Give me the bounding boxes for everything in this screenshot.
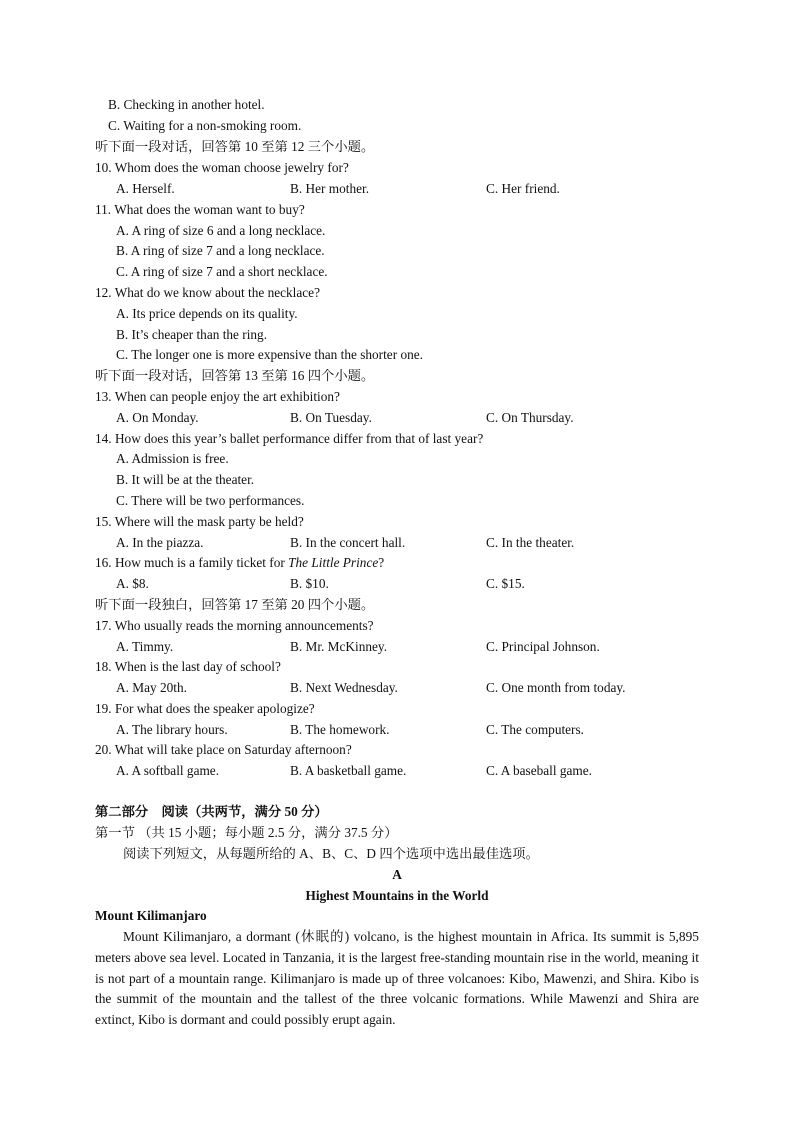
option-a: A. Admission is free. xyxy=(116,451,229,466)
question-stem: 12. What do we know about the necklace? xyxy=(95,285,320,300)
option-b: B. Her mother. xyxy=(290,181,370,196)
question-stem: 20. What will take place on Saturday afternoon? xyxy=(95,742,352,757)
option-b: B. It’s cheaper than the ring. xyxy=(116,327,268,342)
option-b: B. Next Wednesday. xyxy=(290,680,398,695)
option-c: C. Her friend. xyxy=(486,181,560,196)
option-b: B. Mr. McKinney. xyxy=(290,639,388,654)
option-c: C. In the theater. xyxy=(486,535,575,550)
section-instruction: 听下面一段对话，回答第 10 至第 12 三个小题。 xyxy=(95,139,375,154)
question-stem: 19. For what does the speaker apologize? xyxy=(95,701,315,716)
option-c: C. The computers. xyxy=(486,722,584,737)
question-stem: 10. Whom does the woman choose jewelry for? xyxy=(95,160,349,175)
option-b: B. In the concert hall. xyxy=(290,535,406,550)
option-b: B. A basketball game. xyxy=(290,763,407,778)
option-b: B. It will be at the theater. xyxy=(116,472,255,487)
option-a: A. Timmy. xyxy=(116,639,174,654)
option-c: C. The longer one is more expensive than the shorter one. xyxy=(116,347,423,362)
option-a: A. A ring of size 6 and a long necklace. xyxy=(116,223,326,238)
option-c: C. A ring of size 7 and a short necklace. xyxy=(116,264,328,279)
option-b: B. $10. xyxy=(290,576,329,591)
passage-paragraph: Mount Kilimanjaro, a dormant (休眠的) volcano, is the highest mountain in Africa. Its summit is 5,895 meters above sea level. Located in Tanzania, it is the largest free-standing mountain rise in the world, meaning it is not part of a mountain range. Kilimanjaro is made up of three volcanoes: Kibo, Mawenzi, and Shira. Kibo is the summit of the mountain and the tallest of the three volcanic formations. While Mawenzi and Shira are extinct, Kibo is dormant and could possibly erupt again. xyxy=(95,929,699,1028)
option-a: A. The library hours. xyxy=(116,722,228,737)
option-b: B. On Tuesday. xyxy=(290,410,372,425)
option-c: C. A baseball game. xyxy=(486,763,592,778)
option-a: A. May 20th. xyxy=(116,680,187,695)
section-title: 第一节 （共 15 小题；每小题 2.5 分，满分 37.5 分） xyxy=(95,825,398,840)
question-stem xyxy=(95,555,384,571)
option-a: A. Its price depends on its quality. xyxy=(116,306,298,321)
option-c: C. $15. xyxy=(486,576,525,591)
option-text: B. Checking in another hotel. xyxy=(108,97,265,112)
option-b: B. A ring of size 7 and a long necklace. xyxy=(116,243,325,258)
option-a: A. In the piazza. xyxy=(116,535,204,550)
option-c: C. There will be two performances. xyxy=(116,493,305,508)
option-c: C. Principal Johnson. xyxy=(486,639,600,654)
option-a: A. Herself. xyxy=(116,181,175,196)
passage-title: Highest Mountains in the World xyxy=(305,888,489,903)
option-b: B. The homework. xyxy=(290,722,390,737)
question-stem: 17. Who usually reads the morning announcements? xyxy=(95,618,374,633)
passage-letter: A xyxy=(392,867,402,882)
section-instruction: 听下面一段对话，回答第 13 至第 16 四个小题。 xyxy=(95,368,375,383)
question-stem: 14. How does this year’s ballet performance differ from that of last year? xyxy=(95,431,484,446)
question-stem: 18. When is the last day of school? xyxy=(95,659,281,674)
section-instruction: 听下面一段独白，回答第 17 至第 20 四个小题。 xyxy=(95,597,375,612)
option-a: A. A softball game. xyxy=(116,763,220,778)
option-c: C. One month from today. xyxy=(486,680,626,695)
option-a: A. $8. xyxy=(116,576,149,591)
question-stem: 11. What does the woman want to buy? xyxy=(95,202,305,217)
option-text: C. Waiting for a non-smoking room. xyxy=(108,118,302,133)
option-a: A. On Monday. xyxy=(116,410,199,425)
passage-subheading: Mount Kilimanjaro xyxy=(95,908,207,923)
stem-prefix: 16. How much is a family ticket for xyxy=(95,555,289,570)
section-instruction: 阅读下列短文，从每题所给的 A、B、C、D 四个选项中选出最佳选项。 xyxy=(123,846,539,861)
option-c: C. On Thursday. xyxy=(486,410,574,425)
question-stem: 15. Where will the mask party be held? xyxy=(95,514,304,529)
part-title: 第二部分 阅读（共两节，满分 50 分） xyxy=(95,804,328,819)
book-title: The Little Prince xyxy=(288,555,379,570)
stem-suffix: ? xyxy=(378,555,385,570)
question-stem: 13. When can people enjoy the art exhibition? xyxy=(95,389,340,404)
